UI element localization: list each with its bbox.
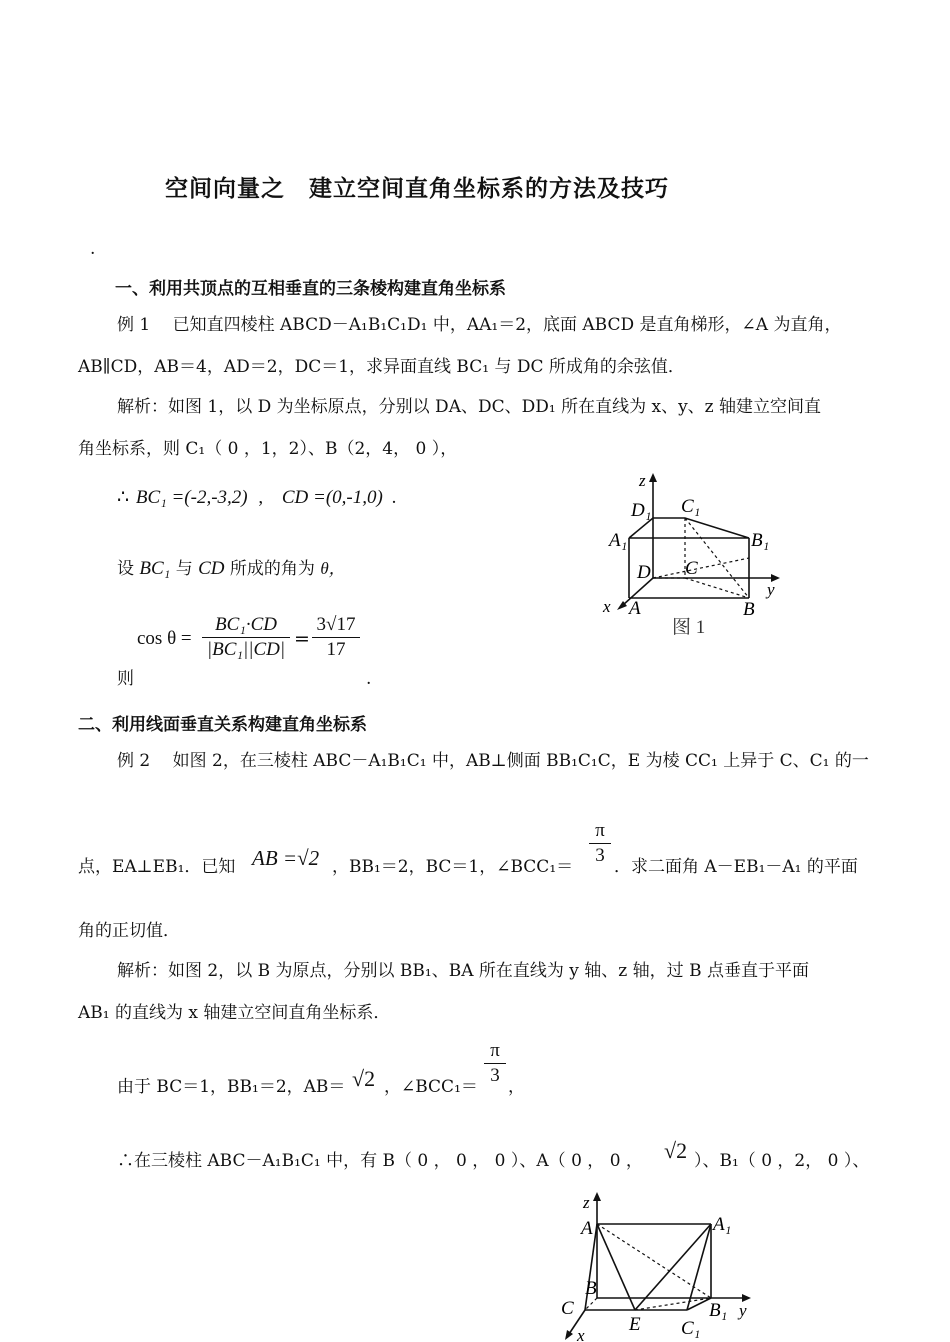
pi-denominator-1: 3 bbox=[595, 845, 605, 866]
given-line-b: ，∠BCC₁＝ bbox=[384, 1077, 478, 1097]
solution2-line2: AB₁ 的直线为 x 轴建立空间直角坐标系． bbox=[78, 1003, 391, 1023]
x-arrow-2 bbox=[565, 1330, 573, 1340]
label2-a: A bbox=[581, 1218, 593, 1239]
figure2-diagram bbox=[555, 1188, 765, 1342]
pi-over-3-fraction-2 bbox=[484, 1040, 506, 1087]
cos-result-fraction bbox=[312, 614, 360, 661]
example1-line2: AB∥CD，AB＝4，AD＝2，DC＝1，求异面直线 BC₁ 与 DC 所成角的余弦值． bbox=[78, 357, 685, 377]
solution1-line1: 解析：如图 1，以 D 为坐标原点，分别以 DA、DC、DD₁ 所在直线为 x、y、z 轴建立空间直 bbox=[117, 397, 822, 417]
top-face bbox=[629, 518, 749, 538]
set-suffix: 所成的角为 bbox=[229, 559, 315, 579]
example2-line3: 角的正切值． bbox=[78, 921, 180, 941]
ab-equals-sqrt2: AB =√2 bbox=[252, 846, 320, 870]
solution1-line2: 角坐标系，则 C₁（ 0 ，1，2）、B（2，4， 0 ）， bbox=[78, 439, 458, 459]
label2-e: E bbox=[629, 1314, 641, 1335]
pi-numerator-1: π bbox=[595, 820, 605, 841]
cos-denominator: |BC₁||CD| bbox=[206, 639, 286, 660]
vector-row bbox=[117, 486, 396, 509]
label-a: A bbox=[629, 598, 641, 619]
label-b1: B₁ bbox=[751, 530, 770, 551]
section2-heading: 二、利用线面垂直关系构建直角坐标系 bbox=[78, 715, 367, 735]
pi-numerator-2: π bbox=[490, 1040, 500, 1061]
cos-fraction bbox=[202, 614, 290, 661]
page-title: 空间向量之 建立空间直角坐标系的方法及技巧 bbox=[165, 176, 669, 202]
example2-line2a: 点，EA⊥EB₁．已知 bbox=[78, 857, 236, 877]
set-prefix: 设 bbox=[117, 559, 134, 579]
pi-bar-1 bbox=[589, 843, 611, 844]
coords-line-b: ）、B₁（ 0 ，2， 0 ）、 bbox=[694, 1151, 870, 1171]
cos-result-denominator: 17 bbox=[326, 639, 346, 660]
example2-line2c: ．求二面角 A－EB₁－A₁ 的平面 bbox=[614, 857, 858, 877]
label-z: z bbox=[639, 471, 646, 490]
label2-c1: C₁ bbox=[681, 1318, 701, 1339]
set-angle-line bbox=[117, 558, 346, 580]
vector-cd: CD =(0,-1,0) bbox=[281, 487, 383, 508]
cos-result-numerator: 3√17 bbox=[316, 614, 356, 635]
solution2-line1: 解析：如图 2，以 B 为原点，分别以 BB₁、BA 所在直线为 y 轴、z 轴，过 B 点垂直于平面 bbox=[117, 961, 809, 981]
label2-x: x bbox=[577, 1326, 585, 1342]
edge-c-b bbox=[685, 578, 749, 598]
cos-end-period: . bbox=[366, 669, 372, 689]
label-b: B bbox=[743, 599, 755, 620]
given-line-a: 由于 BC＝1，BB₁＝2，AB＝ bbox=[117, 1077, 346, 1097]
pi-bar-2 bbox=[484, 1063, 506, 1064]
stray-dot: . bbox=[90, 239, 96, 259]
z-arrow-2 bbox=[593, 1192, 601, 1201]
label2-a1: A₁ bbox=[713, 1214, 732, 1235]
label2-y: y bbox=[739, 1301, 747, 1320]
therefore-symbol: ∴ bbox=[117, 487, 130, 508]
figure1-caption: 图 1 bbox=[672, 617, 706, 638]
label2-z: z bbox=[583, 1193, 590, 1212]
set-cd: CD bbox=[198, 558, 225, 579]
label2-b: B bbox=[585, 1278, 597, 1299]
label2-b1: B₁ bbox=[709, 1300, 728, 1321]
label-a1: A₁ bbox=[609, 530, 628, 551]
cos-result-bar bbox=[312, 637, 360, 638]
label-c: C bbox=[685, 558, 698, 579]
given-line-c: ， bbox=[508, 1077, 525, 1097]
coords-line-a: ∴在三棱柱 ABC－A₁B₁C₁ 中，有 B（ 0 ， 0 ， 0 ）、A（ 0 ， 0 ， bbox=[117, 1151, 643, 1171]
label-c1: C₁ bbox=[681, 496, 701, 517]
label2-c: C bbox=[561, 1298, 574, 1319]
coords-sqrt2: √2 bbox=[664, 1138, 688, 1163]
vector-bc1: BC₁ =(-2,-3,2) bbox=[135, 487, 248, 508]
cos-fraction-bar bbox=[202, 637, 290, 638]
set-and: 与 bbox=[175, 559, 193, 579]
label-d: D bbox=[637, 562, 651, 583]
label-y: y bbox=[767, 580, 775, 599]
pi-over-3-fraction-1 bbox=[589, 820, 611, 867]
cos-numerator: BC₁·CD bbox=[214, 614, 278, 635]
z-arrow bbox=[649, 473, 657, 482]
label-d1: D₁ bbox=[631, 500, 652, 521]
pi-denominator-2: 3 bbox=[490, 1065, 500, 1086]
example2-line1: 例 2 如图 2，在三棱柱 ABC－A₁B₁C₁ 中，AB⊥侧面 BB₁C₁C，E 为棱 CC₁ 上异于 C、C₁ 的一 bbox=[117, 751, 869, 771]
set-theta: θ， bbox=[320, 559, 346, 578]
given-sqrt2: √2 bbox=[352, 1066, 376, 1091]
example1-line1: 例 1 已知直四棱柱 ABCD－A₁B₁C₁D₁ 中，AA₁＝2，底面 ABCD 是直角梯形，∠A 为直角， bbox=[117, 315, 842, 335]
vector-period: . bbox=[391, 487, 397, 508]
segment-ae bbox=[597, 1224, 635, 1310]
cos-lhs: cos θ = bbox=[137, 628, 192, 649]
set-bc1: BC₁ bbox=[139, 558, 171, 579]
vector-comma: , bbox=[258, 487, 264, 508]
label-x: x bbox=[603, 597, 611, 616]
then-label: 则 bbox=[117, 669, 134, 689]
example2-line2b: ，BB₁＝2，BC＝1，∠BCC₁＝ bbox=[332, 857, 574, 877]
cos-equals: = bbox=[294, 628, 310, 650]
section1-heading: 一、利用共顶点的互相垂直的三条棱构建直角坐标系 bbox=[115, 279, 506, 299]
diagonal-dashed bbox=[653, 558, 749, 578]
